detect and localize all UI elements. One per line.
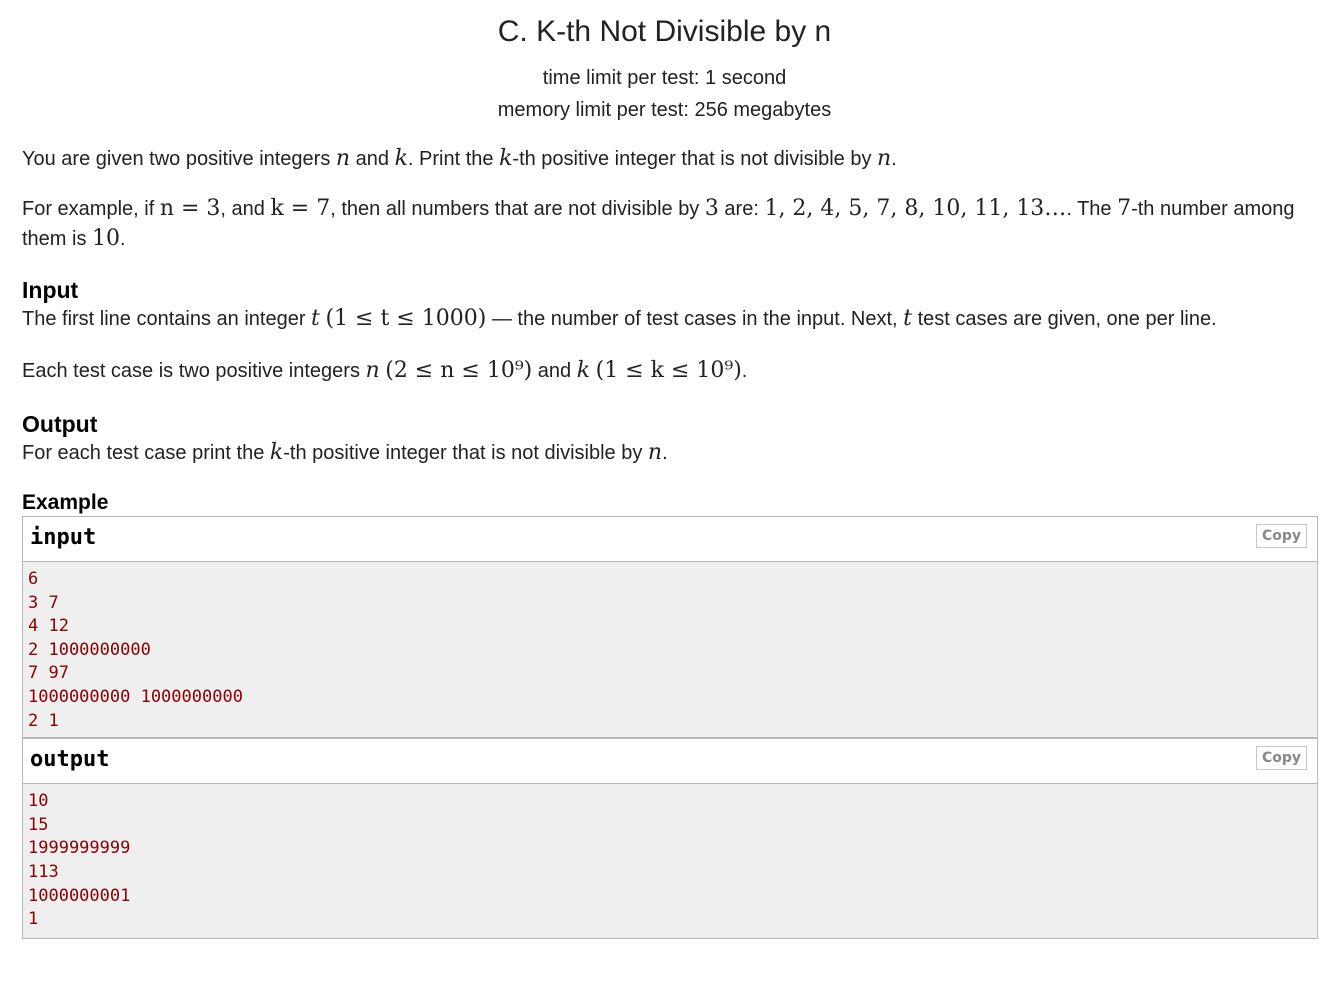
limits bbox=[0, 62, 1329, 126]
math-var: k bbox=[269, 440, 284, 465]
output-paragraph-1 bbox=[22, 438, 1318, 468]
input-paragraph-1 bbox=[22, 304, 1318, 334]
example-title: Example bbox=[22, 491, 109, 514]
sample-line: 1000000001 bbox=[28, 885, 131, 906]
sample-line: 10 bbox=[28, 791, 49, 812]
math-var: n bbox=[335, 146, 351, 171]
sample-test bbox=[22, 516, 1318, 939]
text: -th positive integer that is not divisible by bbox=[283, 442, 648, 464]
math-expression: (1 ≤ t ≤ 1000) bbox=[325, 306, 487, 331]
text: . Print the bbox=[407, 148, 500, 170]
text: The first line contains an integer bbox=[22, 308, 312, 330]
sample-input-body[interactable] bbox=[23, 562, 1317, 737]
math-n bbox=[648, 440, 662, 465]
problem-statement bbox=[22, 144, 1318, 939]
copy-input-button[interactable]: Copy bbox=[1256, 524, 1307, 548]
math-k bbox=[270, 440, 283, 465]
time-limit: time limit per test: 1 second bbox=[542, 67, 787, 89]
statement-paragraph-2 bbox=[22, 194, 1318, 254]
math-var: t bbox=[311, 306, 320, 331]
math-expression: 7 bbox=[1117, 196, 1132, 221]
math-expression: 1, 2, 4, 5, 7, 8, 10, 11, 13… bbox=[764, 196, 1067, 221]
text: . bbox=[662, 442, 668, 464]
sample-line: 6 bbox=[28, 569, 39, 589]
math-var: k bbox=[499, 146, 513, 171]
text: , then all numbers that are not divisible by bbox=[330, 198, 705, 220]
text: For example, if bbox=[22, 198, 160, 220]
text: test cases are given, one per line. bbox=[912, 308, 1217, 330]
math-var: t bbox=[903, 306, 913, 331]
math-expression: n = 3 bbox=[159, 196, 221, 221]
sample-output-header bbox=[23, 739, 1317, 784]
math-n bbox=[877, 146, 891, 171]
input-section-title: Input bbox=[22, 277, 79, 303]
text: . bbox=[891, 148, 897, 170]
text: . The bbox=[1066, 198, 1118, 220]
text: . bbox=[120, 228, 126, 250]
text: Each test case is two positive integers bbox=[22, 360, 366, 382]
math-k bbox=[499, 146, 512, 171]
sample-line: 3 7 bbox=[28, 592, 59, 613]
math-var: k bbox=[576, 358, 591, 383]
math-expression: (2 ≤ n ≤ 10⁹) bbox=[385, 358, 533, 383]
math-expression: k = 7 bbox=[270, 196, 331, 221]
sample-line: 1000000000 1000000000 bbox=[28, 686, 243, 707]
math-var: n bbox=[877, 146, 892, 171]
math-n bbox=[336, 146, 350, 171]
math-var: n bbox=[647, 440, 663, 465]
sample-output-label: output bbox=[30, 747, 110, 773]
input-paragraph-2 bbox=[22, 356, 1318, 386]
sample-line: 2 1000000000 bbox=[28, 639, 151, 660]
math-expression: 3 bbox=[704, 196, 719, 221]
text: and bbox=[350, 148, 395, 170]
math-t bbox=[903, 306, 912, 331]
sample-output-body[interactable] bbox=[23, 784, 1317, 938]
copy-output-button[interactable]: Copy bbox=[1256, 746, 1307, 770]
math-var: n bbox=[365, 358, 380, 383]
math-expression: (1 ≤ k ≤ 10⁹) bbox=[595, 358, 742, 383]
math-n bbox=[366, 358, 380, 383]
sample-input-header bbox=[23, 517, 1317, 562]
text: . bbox=[741, 360, 748, 382]
output-section-title: Output bbox=[22, 411, 98, 437]
sample-line: 15 bbox=[28, 814, 49, 835]
text: — the number of test cases in the input. Next, bbox=[486, 308, 904, 330]
text: -th positive integer that is not divisible by bbox=[512, 148, 878, 170]
sample-input-label: input bbox=[30, 525, 97, 550]
math-t bbox=[311, 306, 320, 331]
sample-line: 1 bbox=[28, 909, 39, 930]
text: You are given two positive integers bbox=[22, 148, 336, 170]
text: are: bbox=[718, 198, 765, 220]
text: and bbox=[532, 360, 577, 382]
sample-line: 7 97 bbox=[28, 663, 69, 684]
text: -th number among them is bbox=[22, 198, 1295, 250]
math-expression: 10 bbox=[92, 226, 121, 251]
statement-paragraph-1 bbox=[22, 144, 1318, 174]
memory-limit: memory limit per test: 256 megabytes bbox=[497, 99, 832, 121]
problem-header bbox=[0, 0, 1329, 126]
sample-line: 4 12 bbox=[28, 616, 69, 637]
math-var: k bbox=[394, 146, 408, 171]
sample-line: 2 1 bbox=[28, 710, 59, 731]
math-k bbox=[395, 146, 408, 171]
problem-title: C. K-th Not Divisible by n bbox=[497, 15, 832, 48]
text: For each test case print the bbox=[22, 442, 270, 464]
sample-line: 113 bbox=[28, 861, 59, 882]
math-k bbox=[577, 358, 590, 383]
sample-line: 1999999999 bbox=[28, 838, 131, 859]
text: , and bbox=[220, 198, 271, 220]
